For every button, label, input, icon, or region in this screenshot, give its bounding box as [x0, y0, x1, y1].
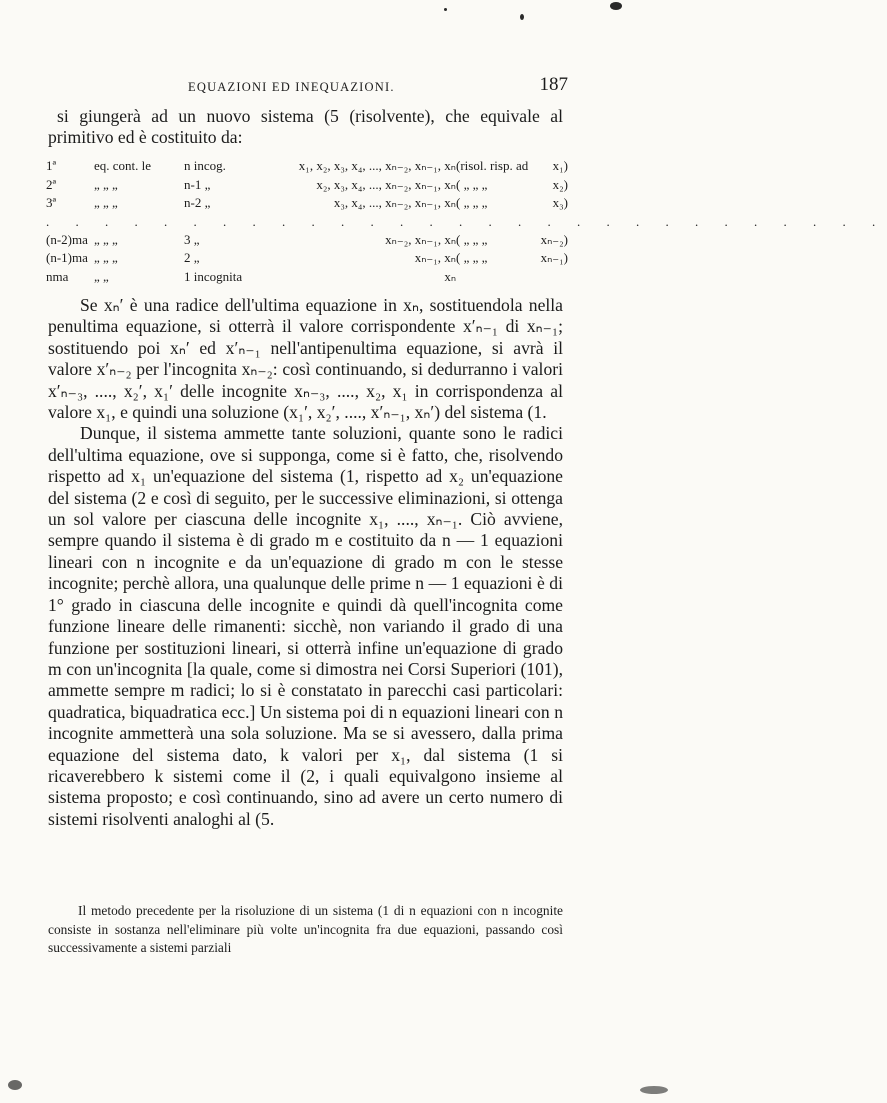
paragraph-solution-substitution: Se xₙ′ è una radice dell'ultima equazione in xₙ, sostituendola nella penultima equazione, si otterrà il valore corrispondente x′ₙ₋₁ di xₙ₋₁; sostituendo poi xₙ′ ed x′ₙ₋₁ nell'antipenultima equazione, si avrà il valore x′ₙ₋₂ per l'incognita xₙ₋₂: così continuando, si dedurranno i valori x′ₙ₋₃, ...., x₂′, x₁′ delle incognite xₙ₋₃, ...., x₂, x₁ in corrispondenza al valore x₁, e quindi una soluzione (x₁′, x₂′, ...., x′ₙ₋₁, xₙ′) del sistema (1.: [48, 295, 563, 423]
ellipsis-row: . . . . . . . . . . . . . . . . . . . . . . . . . . . . .: [46, 213, 887, 229]
system-row: [46, 177, 568, 196]
body-text: [48, 295, 563, 830]
row-resolved-variable: x₁): [552, 158, 568, 173]
row-equation-label: eq. cont. le: [94, 158, 152, 173]
row-resolution-note: ( „ „ „: [456, 250, 488, 265]
row-unknowns-count: n incog.: [184, 158, 226, 173]
system-row: [46, 232, 568, 251]
system-row: [46, 250, 568, 269]
row-equation-label: „ „ „: [94, 231, 118, 247]
row-equation-label: „ „ „: [94, 176, 118, 192]
footnote-text: Il metodo precedente per la risoluzione di un sistema (1 di n equazioni con n incognite consiste in sostanza nell'eliminare più volte un'incognita fra due equazioni, passando così successivamente a sistemi parziali: [48, 903, 563, 956]
row-equation-label: „ „ „: [94, 195, 118, 210]
row-resolution-note: ( „ „ „: [456, 231, 488, 247]
scan-speck: [520, 14, 524, 20]
row-variables: x₁, x₂, x₃, x₄, ..., xₙ₋₂, xₙ₋₁, xₙ: [298, 158, 456, 173]
scan-speck: [610, 2, 622, 10]
row-index: (n-1)ma: [46, 250, 88, 265]
row-unknowns-count: 3 „: [184, 231, 200, 247]
row-resolved-variable: xₙ₋₁): [540, 250, 568, 265]
row-index: (n-2)ma: [46, 231, 88, 247]
row-index: 2ª: [46, 176, 57, 192]
row-resolution-note: (risol. risp. ad: [456, 158, 529, 173]
row-resolution-note: ( „ „ „: [456, 176, 488, 192]
row-unknowns-count: n-1 „: [184, 176, 211, 192]
footnote: [48, 902, 563, 958]
row-unknowns-count: 1 incognita: [184, 268, 243, 284]
row-variables: xₙ: [444, 268, 456, 284]
intro-text: si giungerà ad un nuovo sistema (5 (risolvente), che equivale al primitivo ed è costituito da:: [48, 106, 563, 148]
row-index: nma: [46, 268, 69, 284]
paragraph-number-of-solutions: Dunque, il sistema ammette tante soluzioni, quante sono le radici dell'ultima equazione, ove si supponga, come si è fatto, che, risolvendo rispetto ad x₁ un'equazione del sistema (1, rispetto ad x₂ un'equazione del sistema (2 e così di seguito, per le successive eliminazioni, si ottenga un sol valore per ciascuna delle incognite x₁, ...., xₙ₋₁. Ciò avviene, sempre quando il sistema è di grado m e costituito da n — 1 equazioni lineari con n incognite e da un'equazione di grado m con le stesse incognite; perchè allora, una qualunque delle prime n — 1 equazioni è di 1° grado in ciascuna delle incognite e quindi dà quell'incognita come funzione lineare delle rimanenti: sicchè, non variando il grado di una funzione per sostituzioni lineari, si otterrà infine un'equazione di grado m con un'incognita [la quale, come si dimostra nei Corsi Superiori (101), ammette sempre m radici; lo si è constatato in parecchi casi particolari: quadratica, biquadratica ecc.] Un sistema poi di n equazioni lineari con n incognite ammetterà una sola soluzione. Ma se si avessero, dalla prima equazione del sistema dato, k valori per x₁, dal sistema (1 si ricaverebbero k sistemi come il (2, i quali equivalgono insieme al sistema proposto; e così continuando, sino ad avere un certo numero di sistemi risolventi analoghi al (5.: [48, 423, 563, 829]
row-unknowns-count: n-2 „: [184, 195, 211, 210]
scan-speck: [640, 1086, 668, 1094]
row-variables: x₂, x₃, x₄, ..., xₙ₋₂, xₙ₋₁, xₙ: [316, 176, 456, 192]
row-index: 3ª: [46, 195, 57, 210]
row-index: 1ª: [46, 158, 57, 173]
row-resolved-variable: x₂): [552, 176, 568, 192]
system-row: [46, 195, 568, 214]
row-resolved-variable: x₃): [552, 195, 568, 210]
system-row: [46, 158, 568, 177]
row-equation-label: „ „ „: [94, 250, 118, 265]
row-variables: x₃, x₄, ..., xₙ₋₂, xₙ₋₁, xₙ: [333, 195, 456, 210]
system-row: [46, 269, 568, 288]
page-header: [48, 74, 568, 100]
scan-speck: [8, 1080, 22, 1090]
row-resolved-variable: xₙ₋₂): [540, 231, 568, 247]
row-resolution-note: ( „ „ „: [456, 195, 488, 210]
running-title: EQUAZIONI ED INEQUAZIONI.: [188, 80, 395, 94]
row-unknowns-count: 2 „: [184, 250, 200, 265]
row-equation-label: „ „: [94, 268, 109, 284]
row-variables: xₙ₋₂, xₙ₋₁, xₙ: [385, 231, 456, 247]
row-variables: xₙ₋₁, xₙ: [414, 250, 456, 265]
scan-speck: [444, 8, 447, 11]
page-number: 187: [539, 74, 568, 95]
equation-system-table: [46, 158, 887, 287]
intro-paragraph: [48, 106, 563, 149]
